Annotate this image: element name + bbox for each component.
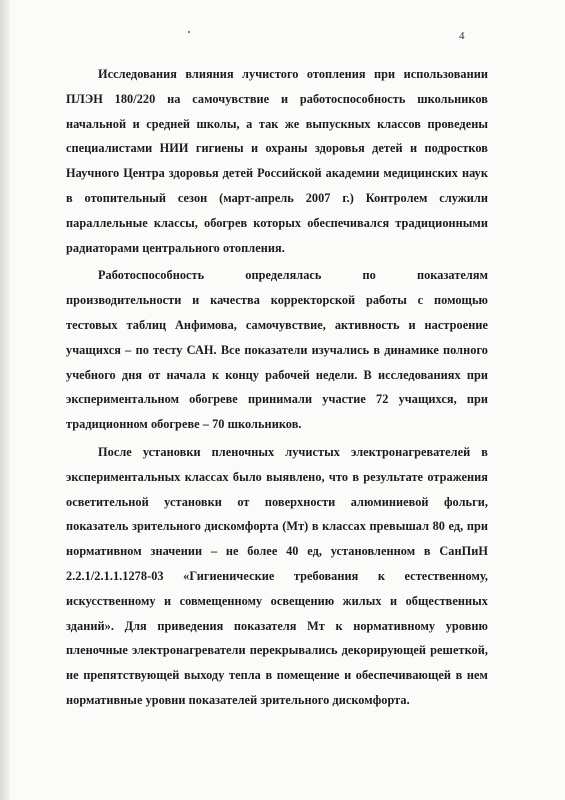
paragraph-performance-method: Работоспособность определялась по показателям производительности и качества корректорской работы с помощью тестовых таблиц Анфимова, самочувствие, активность и настроение учащихся – по тесту САН. Все показатели изучались в динамике полного учебного дня от начала к концу рабочей недели. В исследованиях при экспериментальном обогреве принимали участие 72 учащихся, при традиционном обогреве – 70 школьников.: [66, 268, 488, 432]
paragraph-study-overview: Исследования влияния лучистого отопления при использовании ПЛЭН 180/220 на самочувствие и работоспособность школьников начальной и средней школы, а так же выпускных классов проведены специалистами НИИ гигиены и охраны здоровья детей и подростков Научного Центра здоровья детей Российской академии медицинских наук в отопительный сезон (март-апрель 2007 г.) Контролем служили параллельные классы, обогрев которых обеспечивался традиционными радиаторами центрального отопления.: [66, 67, 488, 255]
page-fold-shadow: [0, 0, 10, 800]
body-text: [66, 62, 488, 713]
scan-speck: [188, 31, 190, 33]
page-number: 4: [459, 30, 465, 42]
paragraph-visual-discomfort: После установки пленочных лучистых электронагревателей в экспериментальных классах было выявлено, что в результате отражения осветительной установки от поверхности алюминиевой фольги, показатель зрительного дискомфорта (Мт) в классах превышал 80 ед, при нормативном значении – не более 40 ед, установленном в СанПиН 2.2.1/2.1.1.1278-03 «Гигиенические требования к естественному, искусственному и совмещенному освещению жилых и общественных зданий». Для приведения показателя Мт к нормативному уровню пленочные электронагреватели перекрывались декорирующей решеткой, не препятствующей выходу тепла в помещение и обеспечивающей в нем нормативные уровни показателей зрительного дискомфорта.: [66, 444, 488, 707]
